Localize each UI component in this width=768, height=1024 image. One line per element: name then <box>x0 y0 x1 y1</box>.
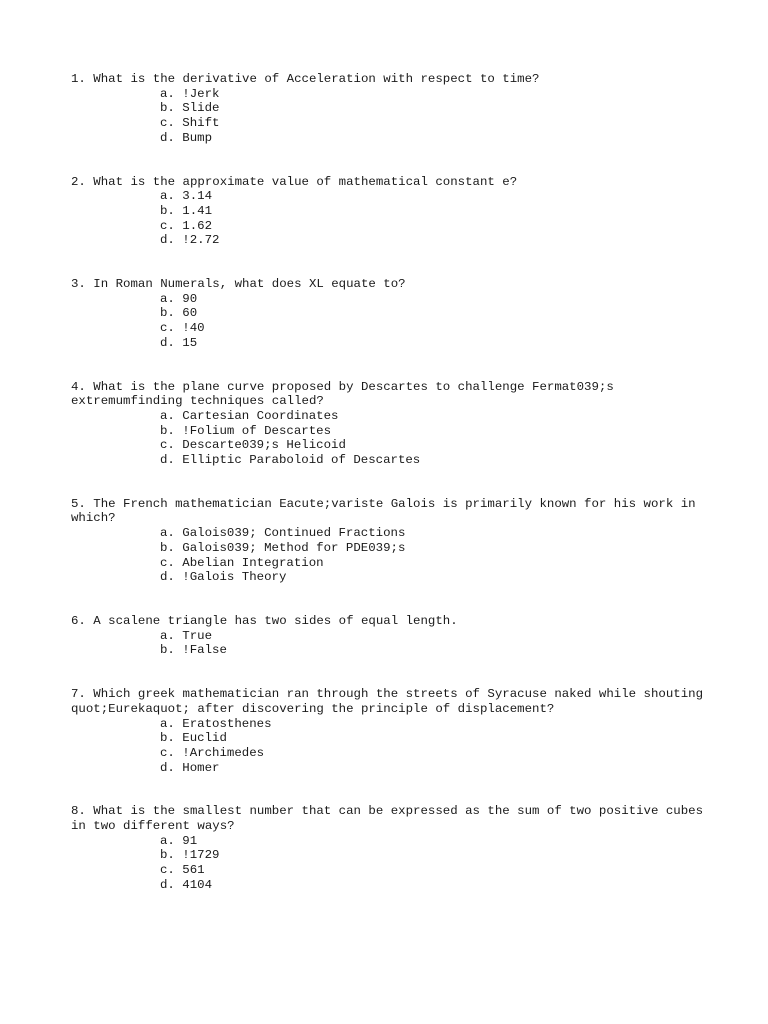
answer-option: b. 1.41 <box>160 203 213 218</box>
answer-option: d. !2.72 <box>160 233 220 248</box>
answer-option: b. Slide <box>160 101 220 116</box>
answer-option: a. Galois039; Continued Fractions <box>160 526 406 541</box>
answer-option: d. 15 <box>160 335 198 350</box>
answer-option: c. Descarte039;s Helicoid <box>160 438 346 453</box>
answer-option: b. Euclid <box>160 731 227 746</box>
answer-option: c. 1.62 <box>160 218 213 233</box>
question-1 <box>71 72 711 146</box>
answer-options <box>71 629 711 658</box>
answer-option: c. Abelian Integration <box>160 555 324 570</box>
answer-option: d. Elliptic Paraboloid of Descartes <box>160 453 421 468</box>
answer-options <box>71 834 711 893</box>
answer-option: c. Shift <box>160 116 220 131</box>
question-6 <box>71 614 711 658</box>
answer-option: b. Galois039; Method for PDE039;s <box>160 540 406 555</box>
question-text: 1. What is the derivative of Acceleration with respect to time? <box>71 72 540 86</box>
answer-options <box>71 87 711 146</box>
answer-option: b. 60 <box>160 306 198 321</box>
answer-option: d. !Galois Theory <box>160 570 287 585</box>
question-text: 7. Which greek mathematician ran through the streets of Syracuse naked while shouting quot;Eurekaquot; after discovering the principle of displacement? <box>71 687 711 716</box>
answer-option: a. Cartesian Coordinates <box>160 408 339 423</box>
document-page <box>71 72 711 922</box>
answer-option: d. 4104 <box>160 877 213 892</box>
question-text: 6. A scalene triangle has two sides of equal length. <box>71 613 458 628</box>
answer-options <box>71 717 711 776</box>
answer-option: a. True <box>160 628 213 643</box>
question-text: 4. What is the plane curve proposed by Descartes to challenge Fermat039;s extremumfinding techniques called? <box>71 379 622 409</box>
answer-option: d. Homer <box>160 760 220 775</box>
answer-option: c. !40 <box>160 321 205 336</box>
answer-option: b. !1729 <box>160 848 220 863</box>
answer-option: a. Eratosthenes <box>160 716 272 731</box>
question-text: 8. What is the smallest number that can be expressed as the sum of two positive cubes in two different ways? <box>71 804 711 834</box>
answer-option: a. 90 <box>160 291 198 306</box>
answer-options <box>71 189 711 248</box>
question-2 <box>71 175 711 249</box>
answer-options <box>71 292 711 351</box>
answer-option: a. 91 <box>160 833 198 848</box>
question-8 <box>71 804 711 892</box>
answer-options <box>71 526 711 585</box>
answer-option: c. !Archimedes <box>160 745 265 760</box>
question-5 <box>71 497 711 585</box>
question-text: 3. In Roman Numerals, what does XL equate to? <box>71 277 406 292</box>
answer-option: d. Bump <box>160 130 213 145</box>
question-text: 5. The French mathematician Eacute;variste Galois is primarily known for his work in which? <box>71 496 704 526</box>
answer-option: b. !False <box>160 643 227 658</box>
answer-option: a. !Jerk <box>160 86 220 101</box>
question-3 <box>71 277 711 351</box>
answer-option: b. !Folium of Descartes <box>160 423 332 438</box>
answer-option: c. 561 <box>160 863 205 878</box>
answer-option: a. 3.14 <box>160 189 213 204</box>
answer-options <box>71 409 711 468</box>
question-7 <box>71 687 711 775</box>
question-text: 2. What is the approximate value of mathematical constant e? <box>71 174 518 189</box>
question-4 <box>71 380 711 468</box>
